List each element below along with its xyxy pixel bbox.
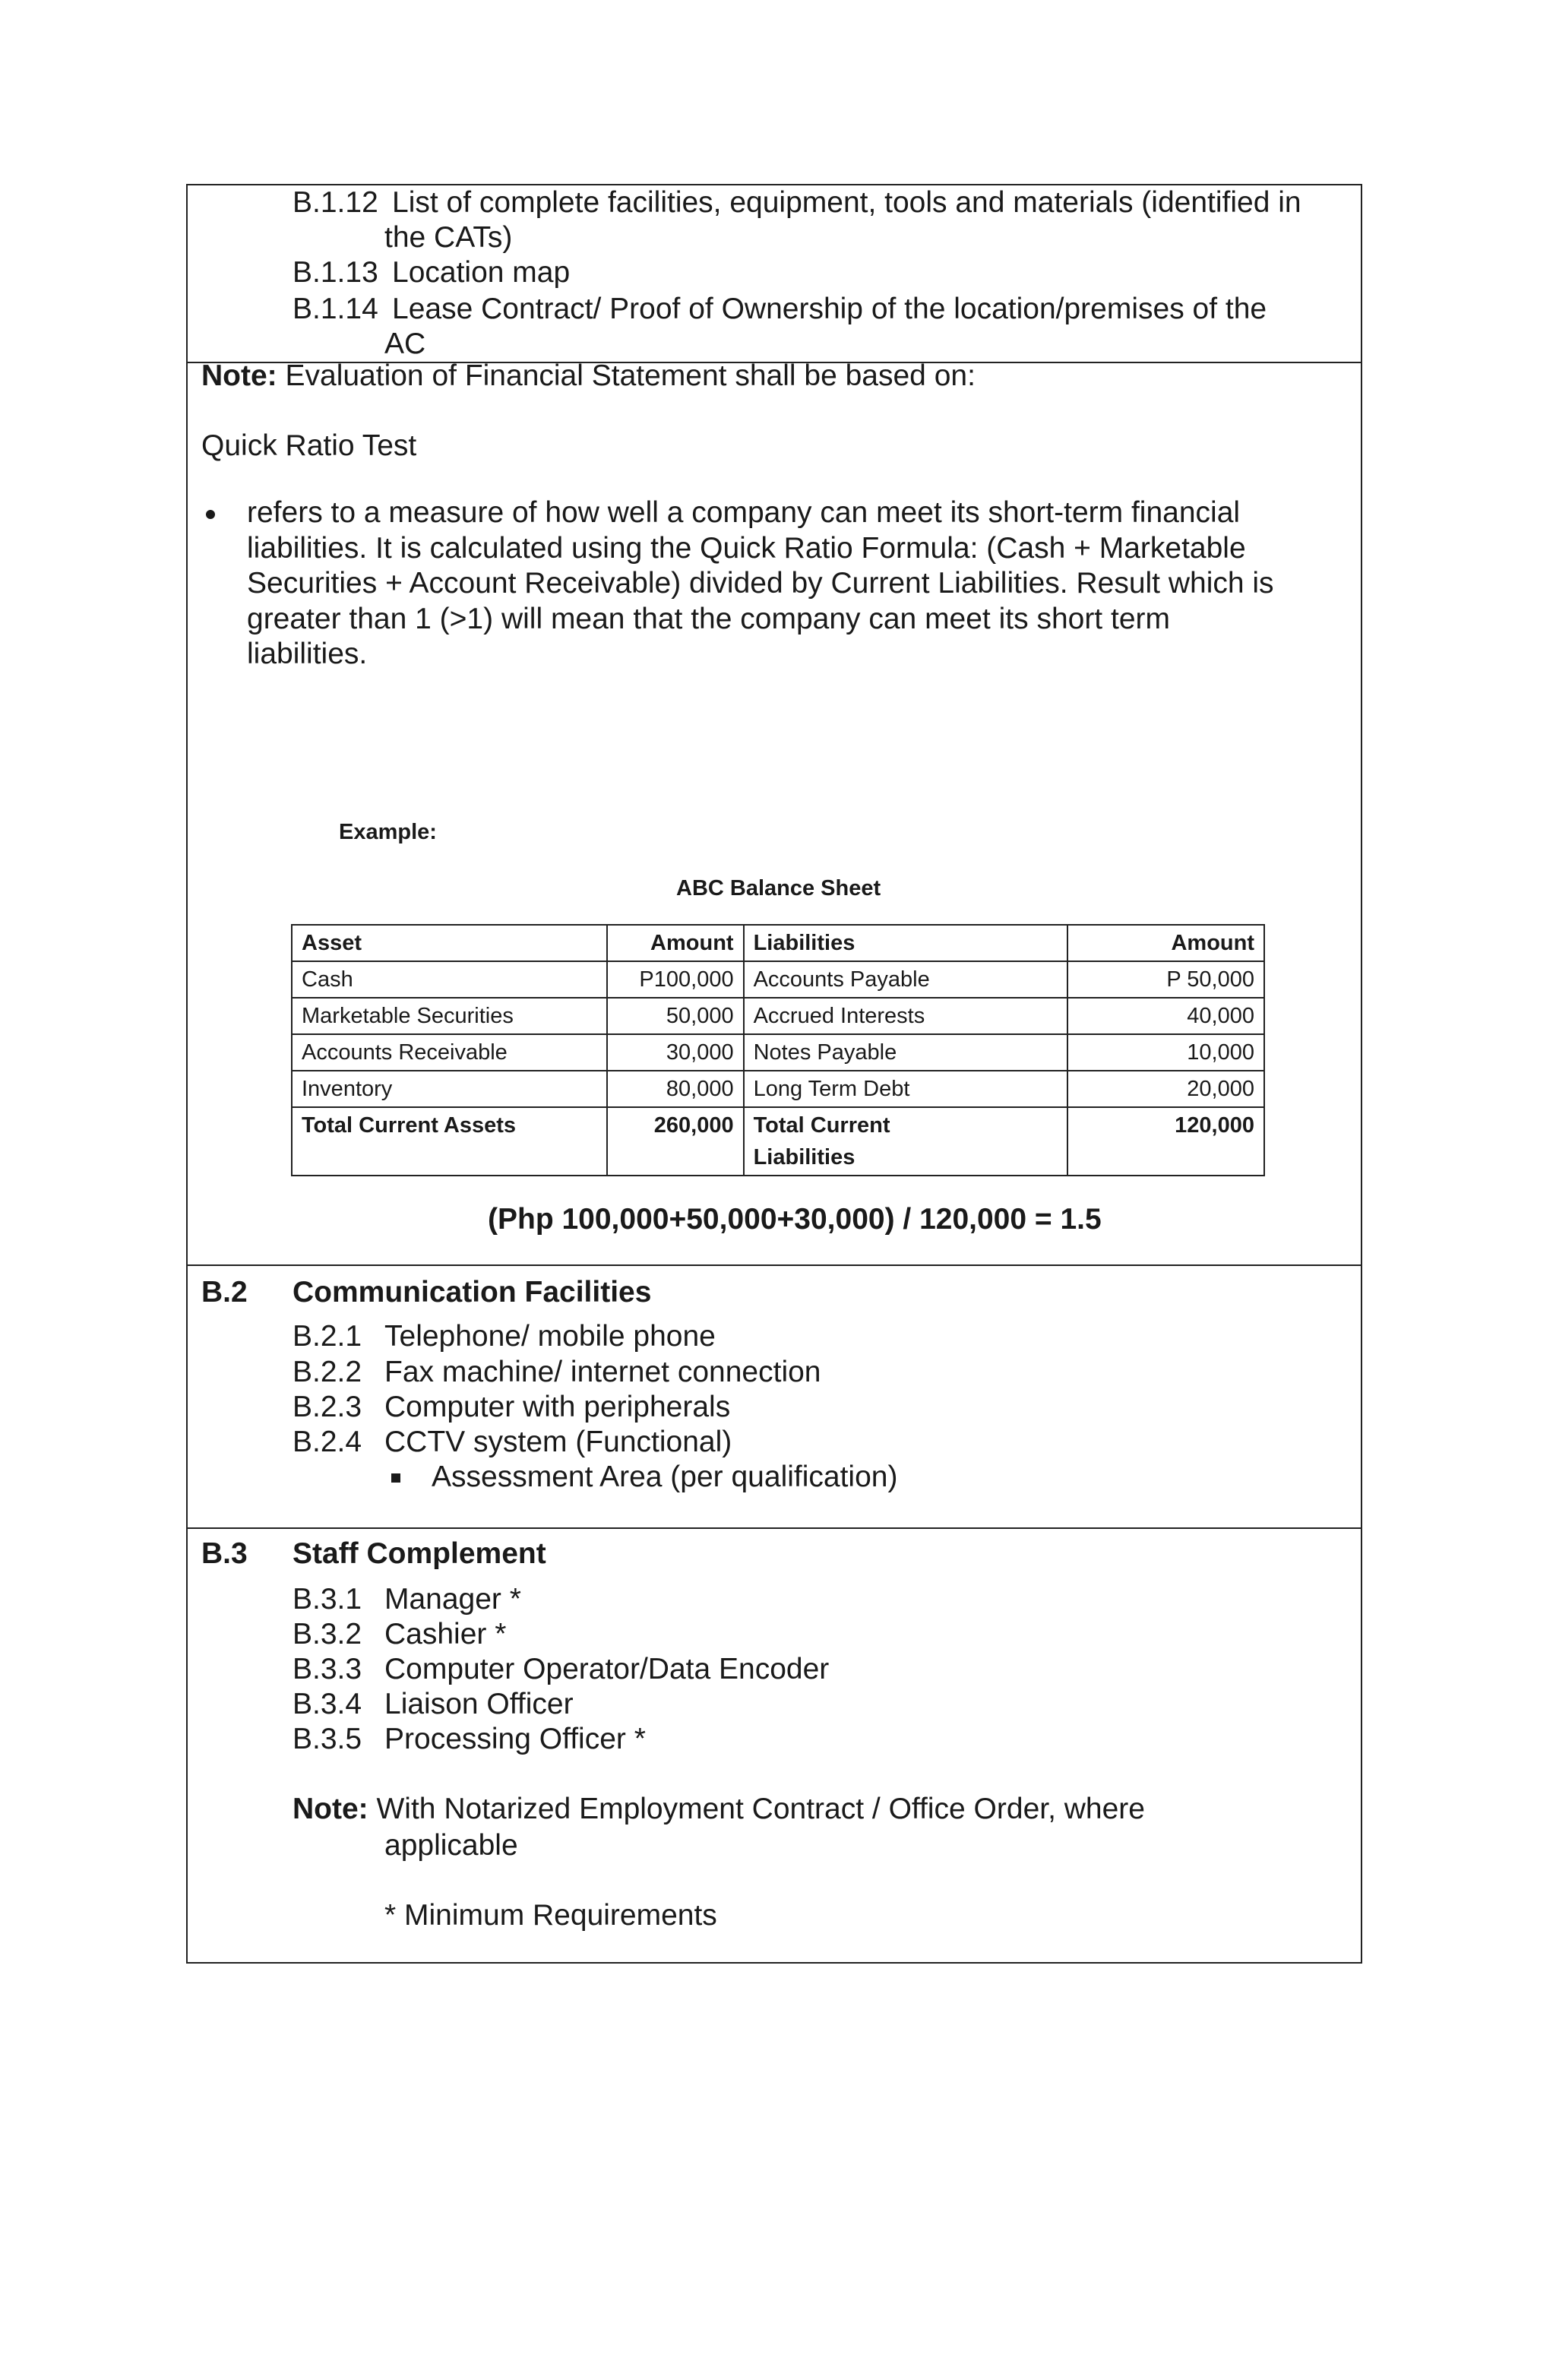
note-label: Note: (201, 359, 277, 392)
b3-note-label: Note: (293, 1793, 368, 1825)
balance-sheet-title: ABC Balance Sheet (676, 876, 881, 900)
total-liabilities-value: 120,000 (1067, 1107, 1264, 1176)
description-line: Securities + Account Receivable) divided by Current Liabilities. Result which is (247, 567, 1274, 600)
b2-code: B.2 (201, 1276, 248, 1309)
table-cell: Marketable Securities (292, 998, 607, 1034)
bullet-icon (206, 510, 215, 519)
total-assets-label: Total Current Assets (292, 1107, 607, 1176)
b2-1-label: Telephone/ mobile phone (384, 1320, 716, 1353)
table-cell: 20,000 (1067, 1071, 1264, 1107)
b3-1-code: B.3.1 (293, 1583, 362, 1616)
b1-14-line1: Lease Contract/ Proof of Ownership of the location/premises of the (392, 293, 1267, 325)
b3-4-label: Liaison Officer (384, 1688, 574, 1720)
b3-4-code: B.3.4 (293, 1688, 362, 1720)
balance-sheet-table (291, 924, 1265, 1176)
table-row (292, 998, 1264, 1034)
header-asset: Asset (292, 925, 607, 961)
b3-3-code: B.3.3 (293, 1653, 362, 1685)
b3-1-label: Manager * (384, 1583, 521, 1616)
table-cell: Accounts Payable (744, 961, 1067, 998)
header-liabilities: Liabilities (744, 925, 1067, 961)
b2-4-label: CCTV system (Functional) (384, 1426, 732, 1458)
row-divider (188, 1264, 1361, 1266)
table-cell: 50,000 (607, 998, 744, 1034)
b2-sub-bullet: Assessment Area (per qualification) (432, 1461, 898, 1493)
table-cell: P 50,000 (1067, 961, 1264, 998)
b3-code: B.3 (201, 1537, 248, 1570)
total-assets-value: 260,000 (607, 1107, 744, 1176)
description-line: liabilities. (247, 638, 368, 670)
table-cell: Inventory (292, 1071, 607, 1107)
b2-3-code: B.2.3 (293, 1391, 362, 1423)
b3-5-label: Processing Officer * (384, 1723, 646, 1755)
header-amount: Amount (1067, 925, 1264, 961)
row-divider (188, 1527, 1361, 1529)
table-row (292, 961, 1264, 998)
table-cell: P100,000 (607, 961, 744, 998)
table-cell: 10,000 (1067, 1034, 1264, 1071)
total-liabilities-label-line1: Total Current (753, 1113, 890, 1138)
table-cell: 80,000 (607, 1071, 744, 1107)
b1-13-line1: Location map (392, 256, 571, 289)
quick-ratio-formula: (Php 100,000+50,000+30,000) / 120,000 = 1.5 (488, 1203, 1102, 1236)
b2-2-label: Fax machine/ internet connection (384, 1356, 821, 1388)
quick-ratio-description (247, 495, 1274, 673)
table-cell: Accounts Receivable (292, 1034, 607, 1071)
example-label: Example: (339, 820, 437, 844)
b1-12-code: B.1.12 (293, 186, 378, 219)
table-total-row (292, 1107, 1264, 1176)
b2-3-label: Computer with peripherals (384, 1391, 731, 1423)
square-bullet-icon (391, 1473, 400, 1483)
requirements-table (186, 184, 1362, 1964)
total-liabilities-label (744, 1107, 1067, 1176)
description-line: greater than 1 (>1) will mean that the company can meet its short term (247, 602, 1170, 635)
b3-2-code: B.3.2 (293, 1618, 362, 1650)
table-cell: Accrued Interests (744, 998, 1067, 1034)
b3-5-code: B.3.5 (293, 1723, 362, 1755)
b2-4-code: B.2.4 (293, 1426, 362, 1458)
header-amount: Amount (607, 925, 744, 961)
b3-note-line2: applicable (384, 1829, 518, 1862)
b2-2-code: B.2.2 (293, 1356, 362, 1388)
table-row (292, 1034, 1264, 1071)
table-cell: 30,000 (607, 1034, 744, 1071)
minimum-requirements-note: * Minimum Requirements (384, 1899, 717, 1932)
quick-ratio-heading: Quick Ratio Test (201, 429, 417, 462)
description-line: liabilities. It is calculated using the Quick Ratio Formula: (Cash + Marketable (247, 531, 1246, 565)
b3-note-line1 (293, 1792, 1145, 1827)
note-text: Evaluation of Financial Statement shall be based on: (285, 359, 976, 392)
b1-14-line2: AC (384, 328, 426, 360)
b1-12-line1: List of complete facilities, equipment, tools and materials (identified in (392, 186, 1301, 219)
b1-14-code: B.1.14 (293, 293, 378, 325)
b2-title: Communication Facilities (293, 1276, 652, 1309)
description-line: refers to a measure of how well a company can meet its short-term financial (247, 496, 1241, 529)
b3-title: Staff Complement (293, 1537, 546, 1570)
note-line (201, 359, 976, 394)
table-cell: Notes Payable (744, 1034, 1067, 1071)
b2-1-code: B.2.1 (293, 1320, 362, 1353)
b3-2-label: Cashier * (384, 1618, 507, 1650)
total-liabilities-label-line2: Liabilities (753, 1145, 855, 1169)
table-cell: Cash (292, 961, 607, 998)
table-cell: Long Term Debt (744, 1071, 1067, 1107)
b3-note-text: With Notarized Employment Contract / Office Order, where (376, 1793, 1145, 1825)
b1-12-line2: the CATs) (384, 221, 513, 254)
table-row (292, 1071, 1264, 1107)
table-header-row (292, 925, 1264, 961)
table-cell: 40,000 (1067, 998, 1264, 1034)
b3-3-label: Computer Operator/Data Encoder (384, 1653, 830, 1685)
b1-13-code: B.1.13 (293, 256, 378, 289)
